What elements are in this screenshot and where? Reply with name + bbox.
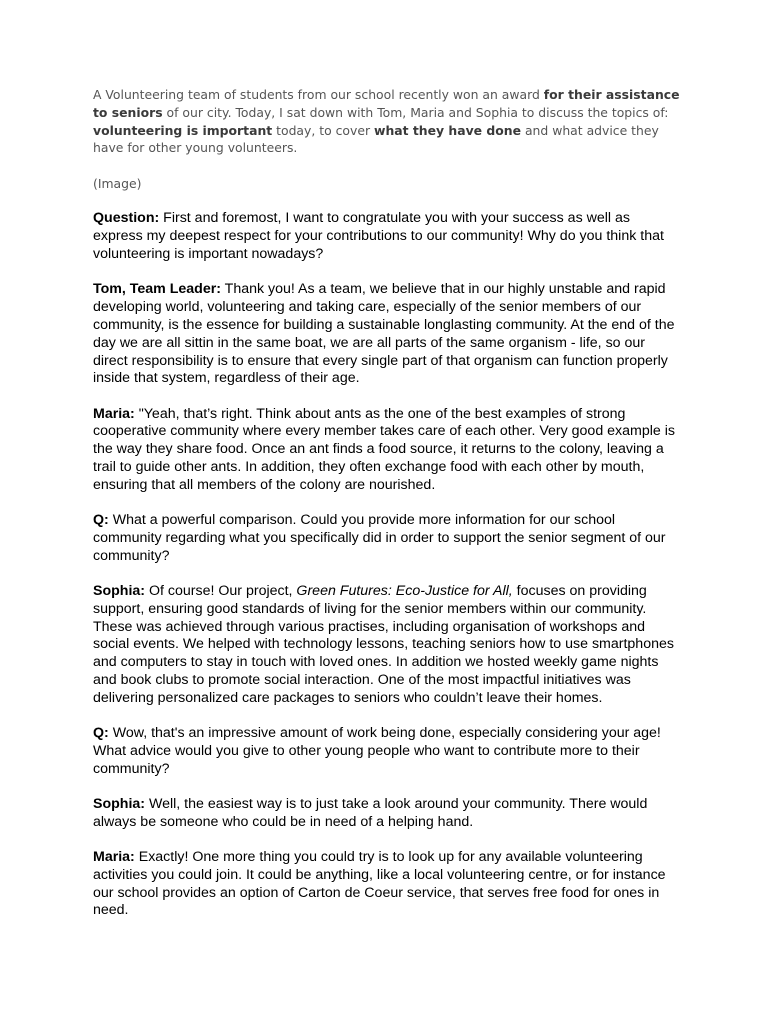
dialogue-turn-question-3: [93, 725, 683, 778]
dialogue-turn-sophia-1: [93, 583, 683, 708]
turn-text: Exactly! One more thing you could try is to look up for any available volunteering activities you could join. It could be anything, like a local volunteering centre, or for instance our school provides an option of Carton de Coeur service, that serves free food for ones in need.: [93, 849, 666, 919]
dialogue-turn-question-1: [93, 210, 683, 263]
dialogue-turn-maria-2: [93, 849, 683, 920]
dialogue-turn-sophia-2: [93, 796, 683, 832]
turn-text: Thank you! As a team, we believe that in our highly unstable and rapid developing world, volunteering and taking care, especially of the senior members of our community, is the essence for building a sustainable longlasting community. At the end of the day we are all sittin in the same boat, we are all parts of the same organism - life, so our direct responsibility is to ensure that every single part of that organism can function properly inside that system, regardless of their age.: [93, 281, 675, 387]
intro-text-2: of our city. Today, I sat down with Tom, Maria and Sophia to discuss the topics of:: [162, 104, 669, 120]
intro-paragraph: [93, 86, 683, 157]
turn-text-before: Of course! Our project,: [145, 583, 297, 600]
speaker-label: Question:: [93, 210, 160, 227]
dialogue-turn-tom-1: [93, 281, 683, 388]
speaker-label: Tom, Team Leader:: [93, 281, 221, 298]
intro-text-1: A Volunteering team of students from our school recently won an award: [93, 87, 544, 102]
speaker-label: Maria:: [93, 405, 135, 422]
turn-text: Well, the easiest way is to just take a look around your community. There would always be someone who could be in need of a helping hand.: [93, 796, 648, 830]
dialogue-turn-question-2: [93, 512, 683, 565]
document-page: [93, 86, 683, 920]
speaker-label: Maria:: [93, 849, 135, 866]
intro-bold-3: what they have done: [374, 122, 521, 138]
dialogue-turn-maria-1: [93, 406, 683, 495]
turn-text: Wow, that's an impressive amount of work being done, especially considering your age! What advice would you give to other young people who want to contribute more to their community?: [93, 725, 661, 777]
speaker-label: Q:: [93, 725, 109, 742]
intro-bold-1: for their assistance to seniors: [93, 87, 680, 120]
intro-text-4: and what advice they have for other young volunteers.: [93, 122, 659, 156]
image-placeholder: (Image): [93, 176, 142, 192]
intro-text-3: today, to cover: [272, 122, 374, 138]
speaker-label: Sophia:: [93, 796, 146, 812]
speaker-label: Sophia:: [93, 583, 146, 600]
turn-text: First and foremost, I want to congratulate you with your success as well as express my deepest respect for your contributions to our community! Why do you think that volunteering is important nowadays?: [93, 210, 664, 263]
project-title: Green Futures: Eco-Justice for All,: [296, 583, 513, 600]
turn-text: What a powerful comparison. Could you provide more information for our school community regarding what you specifically did in order to support the senior segment of our community?: [93, 512, 666, 564]
intro-bold-2: volunteering is important: [93, 122, 273, 138]
speaker-label: Q:: [93, 512, 109, 529]
turn-text-after: focuses on providing support, ensuring good standards of living for the senior members within our community. These was achieved through various practises, including organisation of workshops and social events. We helped with technology lessons, teaching seniors how to use smartphones and computers to stay in touch with loved ones. In addition we hosted weekly game nights and book clubs to promote social interaction. One of the most impactful initiatives was delivering personalized care packages to seniors who couldn’t leave their homes.: [93, 583, 674, 706]
turn-text: "Yeah, that’s right. Think about ants as the one of the best examples of strong cooperative community where every member takes care of each other. Very good example is the way they share food. Once an ant finds a food source, it returns to the colony, leaving a trail to guide other ants. In addition, they often exchange food with each other by mouth, ensuring that all members of the colony are nourished.: [93, 405, 675, 493]
